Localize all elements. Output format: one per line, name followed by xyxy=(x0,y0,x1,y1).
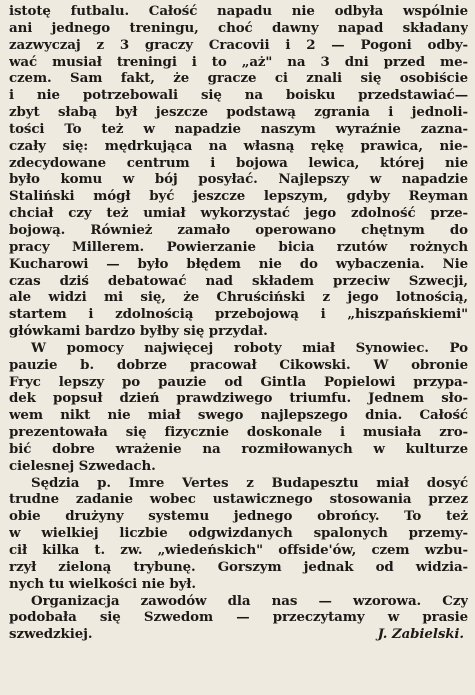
text-line-34: rzył zieloną trybunę. Gorszym jednak od widzia- xyxy=(9,558,468,575)
text-line-25: wem nikt nie miał swego najlepszego dnia. Całość xyxy=(9,407,468,424)
text-line-13: chciał czy też umiał wykorzystać jego zdolność prze- xyxy=(9,205,468,222)
text-line-35: nych tu wielkości nie był. xyxy=(9,575,196,592)
text-line-33: cił kilka t. zw. „wiedeńskich" offside'ów, czem wzbu- xyxy=(9,542,468,558)
text-line-18: ale widzi mi się, że Chruściński z jego lotnością, xyxy=(9,289,468,306)
text-line-14: bojową. Również zamało operowano chętnym do xyxy=(9,221,468,238)
text-line-31: obie drużyny systemu jednego obrońcy. To też xyxy=(9,508,468,525)
text-line-37: podobała się Szwedom — przeczytamy w prasie xyxy=(9,609,468,626)
text-line-2: ani jednego treningu, choć dawny napad składany xyxy=(9,19,468,36)
final-text-line: szwedzkiej. xyxy=(9,626,93,643)
text-line-11: było komu w bój posyłać. Najlepszy w napadzie xyxy=(9,171,468,188)
text-line-32: w wielkiej liczbie odgwizdanych spalonych przemy- xyxy=(9,525,468,542)
text-line-6: i nie potrzebowali się na boisku przedstawiać— xyxy=(9,87,468,104)
text-line-29: Sędzia p. Imre Vertes z Budapesztu miał dosyć xyxy=(31,474,468,491)
closing-line xyxy=(9,626,468,643)
text-line-12: Staliński mógł być jeszcze lepszym, gdyby Reyman xyxy=(9,188,468,205)
text-line-15: pracy Millerem. Powierzanie bicia rzutów rożnych xyxy=(9,238,468,255)
text-line-5: czem. Sam fakt, że gracze ci znali się osobiście xyxy=(9,70,468,87)
text-line-19: startem i zdolnością przebojową i „hiszpańskiemi" xyxy=(9,306,468,323)
author-signature: J. Zabielski. xyxy=(377,626,464,643)
text-line-10: zdecydowane centrum i bojowa lewica, której nie xyxy=(9,154,468,171)
text-line-7: zbyt słabą był jeszcze podstawą zgrania i jednoli- xyxy=(9,104,468,121)
text-line-22: pauzie b. dobrze pracował Cikowski. W obronie xyxy=(9,356,468,373)
text-line-36: Organizacja zawodów dla nas — wzorowa. Czy xyxy=(31,592,468,609)
text-line-8: tości To też w napadzie naszym wyraźnie zazna- xyxy=(9,120,468,137)
text-line-4: wać musiał treningi i to „aż" na 3 dni przed me- xyxy=(9,53,468,70)
text-line-28: cielesnej Szwedach. xyxy=(9,457,156,474)
text-line-16: Kucharowi — było błędem nie do wybaczenia. Nie xyxy=(9,255,468,272)
text-line-24: dek popsuł dzień prawdziwego triumfu. Jednem sło- xyxy=(9,390,468,407)
text-line-9: czały się: mędrkująca na własną rękę prawica, nie- xyxy=(9,137,468,154)
text-line-3: zazwyczaj z 3 graczy Cracovii i 2 — Pogoni odby- xyxy=(9,36,468,53)
text-line-30: trudne zadanie wobec ustawicznego stosowania przez xyxy=(9,491,468,508)
text-line-21: W pomocy najwięcej roboty miał Synowiec. Po xyxy=(31,339,468,356)
text-line-17: czas dziś debatować nad składem przeciw Szwecji, xyxy=(9,272,468,289)
text-line-1: istotę futbalu. Całość napadu nie odbyła wspólnie xyxy=(9,3,468,19)
article-column xyxy=(9,3,468,643)
text-line-20: główkami bardzo byłby się przydał. xyxy=(9,323,268,340)
text-line-26: prezentowała się fizycznie doskonale i musiała zro- xyxy=(9,424,468,441)
text-line-27: bić dobre wrażenie na rozmiłowanych w kulturze xyxy=(9,440,468,457)
text-line-23: Fryc lepszy po pauzie od Gintla Popielowi przypa- xyxy=(9,373,468,390)
